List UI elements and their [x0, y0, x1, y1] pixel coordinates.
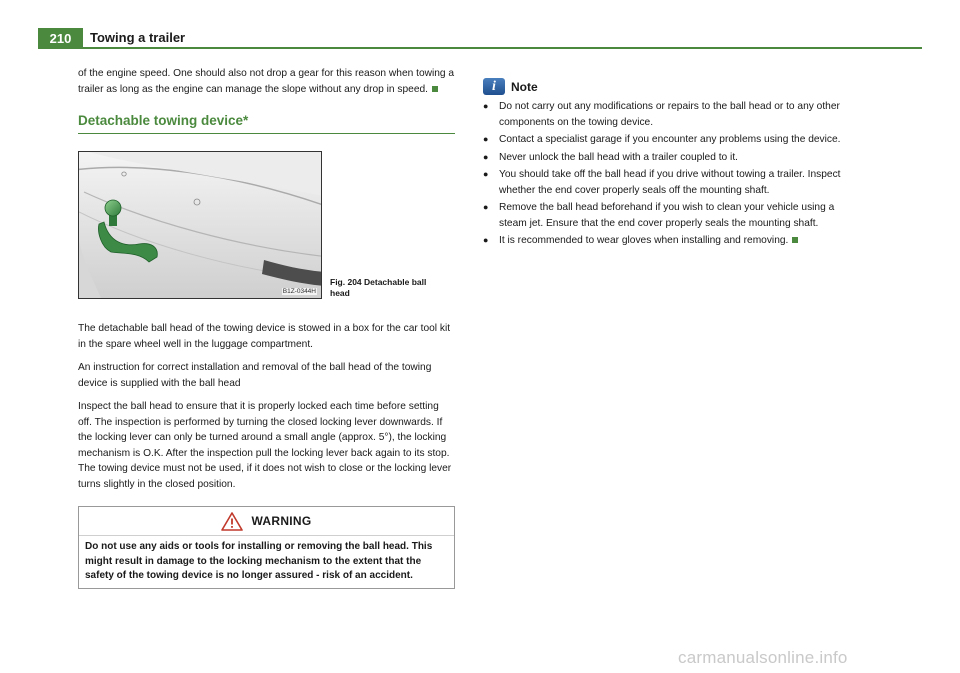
warning-box — [78, 506, 455, 589]
figure — [78, 151, 455, 299]
info-icon: i — [483, 78, 505, 95]
paragraph: The detachable ball head of the towing device is stowed in a box for the car tool kit in the spare wheel well in the luggage compartment. — [78, 323, 451, 350]
bullet-icon — [483, 132, 499, 148]
figure-caption: Fig. 204 Detachable ball head — [330, 277, 427, 298]
note-bullet-text: It is recommended to wear gloves when installing and removing. — [499, 235, 789, 246]
intro-paragraph — [78, 66, 455, 97]
note-header — [483, 78, 863, 95]
towbar-illustration — [79, 152, 321, 298]
intro-text: of the engine speed. One should also not drop a gear for this reason when towing a trailer as long as the engine can manage the slope without any drop in speed. — [78, 68, 455, 95]
warning-text: Do not use any aids or tools for installing or removing the ball head. This might result in damage to the locking mechanism to the extent that the safety of the towing device is no longer assured - risk of an accident. — [85, 541, 433, 581]
section-end-mark — [792, 237, 798, 243]
left-column — [78, 66, 455, 589]
figure-image — [78, 151, 322, 299]
section-end-mark — [432, 86, 438, 92]
bullet-icon — [483, 167, 499, 198]
note-bullet-text: Contact a specialist garage if you encounter any problems using the device. — [499, 134, 841, 145]
watermark: carmanualsonline.info — [678, 648, 848, 667]
note-bullet — [483, 132, 863, 148]
page-number: 210 — [38, 28, 83, 48]
paragraph: Inspect the ball head to ensure that it is properly locked each time before setting off. The inspection is performed by turning the closed locking lever downwards. If the locking lever can only be turned around a small angle (approx. 5°), the locking mechanism is O.K. After the inspection pull the locking lever back again to its stop. The towing device must not be used, if it does not wish to close or the locking lever turns slightly in the closed position. — [78, 401, 452, 490]
bullet-icon — [483, 99, 499, 130]
note-bullet — [483, 200, 863, 231]
bullet-icon — [483, 150, 499, 166]
figure-code: B1Z-0344H — [282, 288, 316, 295]
note-bullet — [483, 150, 863, 166]
warning-triangle-icon — [221, 512, 243, 531]
bullet-icon — [483, 233, 499, 249]
header-rule — [38, 47, 922, 49]
running-header-title: Towing a trailer — [90, 30, 186, 45]
note-bullet-text: Remove the ball head beforehand if you wish to clean your vehicle using a steam jet. Ensure that the end cover properly seals the mounting shaft. — [499, 202, 835, 229]
right-column — [483, 78, 863, 251]
note-bullet — [483, 233, 863, 249]
note-bullet — [483, 99, 863, 130]
warning-header — [79, 507, 454, 536]
bullet-icon — [483, 200, 499, 231]
note-bullet-text: Never unlock the ball head with a trailer coupled to it. — [499, 151, 738, 163]
section-title: Detachable towing device* — [78, 113, 455, 134]
warning-title: WARNING — [251, 514, 312, 528]
paragraph: An instruction for correct installation and removal of the ball head of the towing device is supplied with the ball head — [78, 362, 432, 389]
note-bullet — [483, 167, 863, 198]
body-text — [78, 321, 455, 492]
note-bullet-text: You should take off the ball head if you drive without towing a trailer. Inspect whether the end cover properly seals off the mounting shaft. — [499, 169, 841, 196]
note-bullet-text: Do not carry out any modifications or repairs to the ball head or to any other components on the towing device. — [499, 101, 840, 128]
note-title: Note — [511, 79, 538, 94]
